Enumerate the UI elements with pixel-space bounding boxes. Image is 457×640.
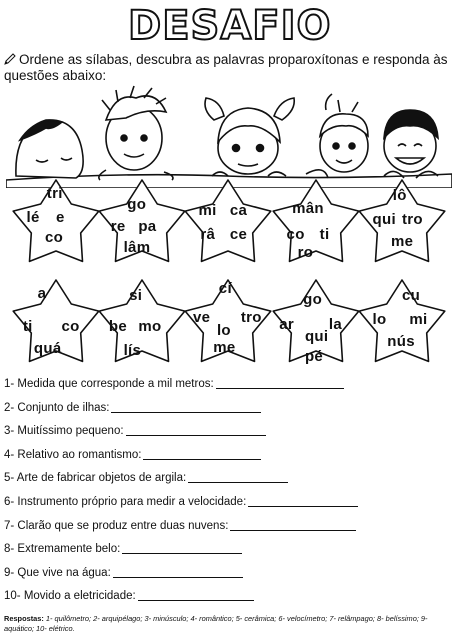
syllable: râ (200, 225, 216, 243)
syllable: co (286, 225, 305, 243)
syllable: lâm (123, 238, 151, 256)
syllable: ca (229, 201, 248, 219)
syllable: e (56, 209, 65, 227)
answer-line[interactable] (126, 425, 266, 436)
syllable-star (270, 176, 362, 268)
syllable: cí (218, 279, 232, 297)
syllable: lô (392, 187, 407, 205)
answer-line[interactable] (113, 567, 243, 578)
syllable: cu (402, 287, 421, 305)
question-text: 2- Conjunto de ilhas: (4, 401, 110, 414)
question-item (4, 496, 358, 508)
syllable: lo (216, 322, 231, 339)
pencil-icon (4, 53, 16, 65)
syllable: lís (123, 342, 142, 360)
title-decoration (128, 3, 332, 49)
question-text: 8- Extremamente belo: (4, 543, 121, 556)
syllable-star (10, 276, 102, 368)
syllable: qui (372, 210, 396, 228)
syllable: si (129, 287, 143, 305)
question-text: 5- Arte de fabricar objetos de argila: (4, 472, 187, 485)
question-item (4, 520, 356, 532)
syllable: nús (387, 333, 415, 351)
syllable: be (108, 318, 127, 336)
syllable: ar (279, 316, 294, 334)
syllable: co (44, 229, 64, 247)
syllable: go (303, 290, 323, 308)
question-item (4, 402, 261, 414)
question-text: 10- Movido a eletricidade: (4, 590, 136, 603)
syllable: a (37, 285, 47, 303)
answer-key (4, 614, 454, 634)
question-text: 1- Medida que corresponde a mil metros: (4, 378, 214, 390)
question-item (4, 590, 254, 602)
answer-line[interactable] (143, 449, 261, 460)
syllable-star (10, 176, 102, 268)
question-text: 3- Muitíssimo pequeno: (4, 425, 124, 438)
question-item (4, 449, 261, 461)
question-item (4, 378, 344, 390)
syllable-star (356, 176, 448, 268)
syllable: mi (409, 310, 428, 328)
syllable: ti (22, 318, 33, 336)
syllable: ro (297, 244, 314, 262)
answer-line[interactable] (188, 472, 288, 483)
syllable: tro (402, 210, 423, 228)
answer-line[interactable] (216, 378, 344, 389)
question-text: 9- Que vive na água: (4, 566, 111, 579)
syllable: co (61, 318, 80, 336)
answers-label: Respostas: (4, 614, 44, 623)
answer-line[interactable] (122, 543, 242, 554)
syllable: pé (304, 347, 324, 365)
syllable: pa (138, 218, 157, 236)
syllable: lo (372, 310, 387, 328)
question-item (4, 567, 243, 579)
syllable: tri (46, 185, 63, 203)
syllable: mo (138, 318, 162, 336)
answers-text: 1- quilômetro; 2- arquipélago; 3- minúsculo; 4- romântico; 5- cerâmica; 6- velocímetro; 7- relâmpago; 8- belíssimo; 9- aquático; 10- elétrico. (4, 614, 428, 633)
syllable: ve (193, 309, 211, 327)
syllable: go (127, 196, 147, 214)
syllable: re (110, 218, 126, 236)
question-text: 4- Relativo ao romantismo: (4, 448, 142, 461)
syllable: tro (240, 309, 262, 327)
syllable-star (182, 176, 274, 268)
syllable: mân (292, 199, 324, 217)
syllable: me (390, 233, 414, 251)
syllable: qui (304, 327, 329, 345)
answer-line[interactable] (138, 590, 254, 601)
syllable: me (213, 338, 236, 356)
star-shape (182, 176, 274, 268)
syllable-star (96, 276, 188, 368)
title-banner (128, 3, 332, 49)
syllable: la (328, 316, 342, 334)
star-grid (0, 176, 457, 372)
page-title: DESAFIO (128, 3, 332, 49)
answer-line[interactable] (248, 496, 358, 507)
question-item (4, 425, 266, 437)
syllable: ce (229, 225, 248, 243)
syllable-star (356, 276, 448, 368)
instruction-text: Ordene as sílabas, descubra as palavras proparoxítonas e responda às questões abaixo: (4, 52, 448, 83)
question-text: 6- Instrumento próprio para medir a velocidade: (4, 496, 247, 508)
syllable-star (270, 276, 362, 368)
syllable: mi (198, 201, 217, 219)
syllable-star (96, 176, 188, 268)
syllable: quá (33, 340, 62, 358)
answer-line[interactable] (230, 520, 356, 531)
question-item (4, 543, 242, 555)
syllable: lé (26, 209, 40, 227)
question-item (4, 472, 288, 484)
syllable-star (182, 276, 274, 368)
question-text: 7- Clarão que se produz entre duas nuvens: (4, 519, 229, 532)
syllable: ti (319, 225, 330, 243)
answer-line[interactable] (111, 402, 261, 413)
kids-illustration (6, 80, 452, 188)
star-shape (270, 176, 362, 268)
